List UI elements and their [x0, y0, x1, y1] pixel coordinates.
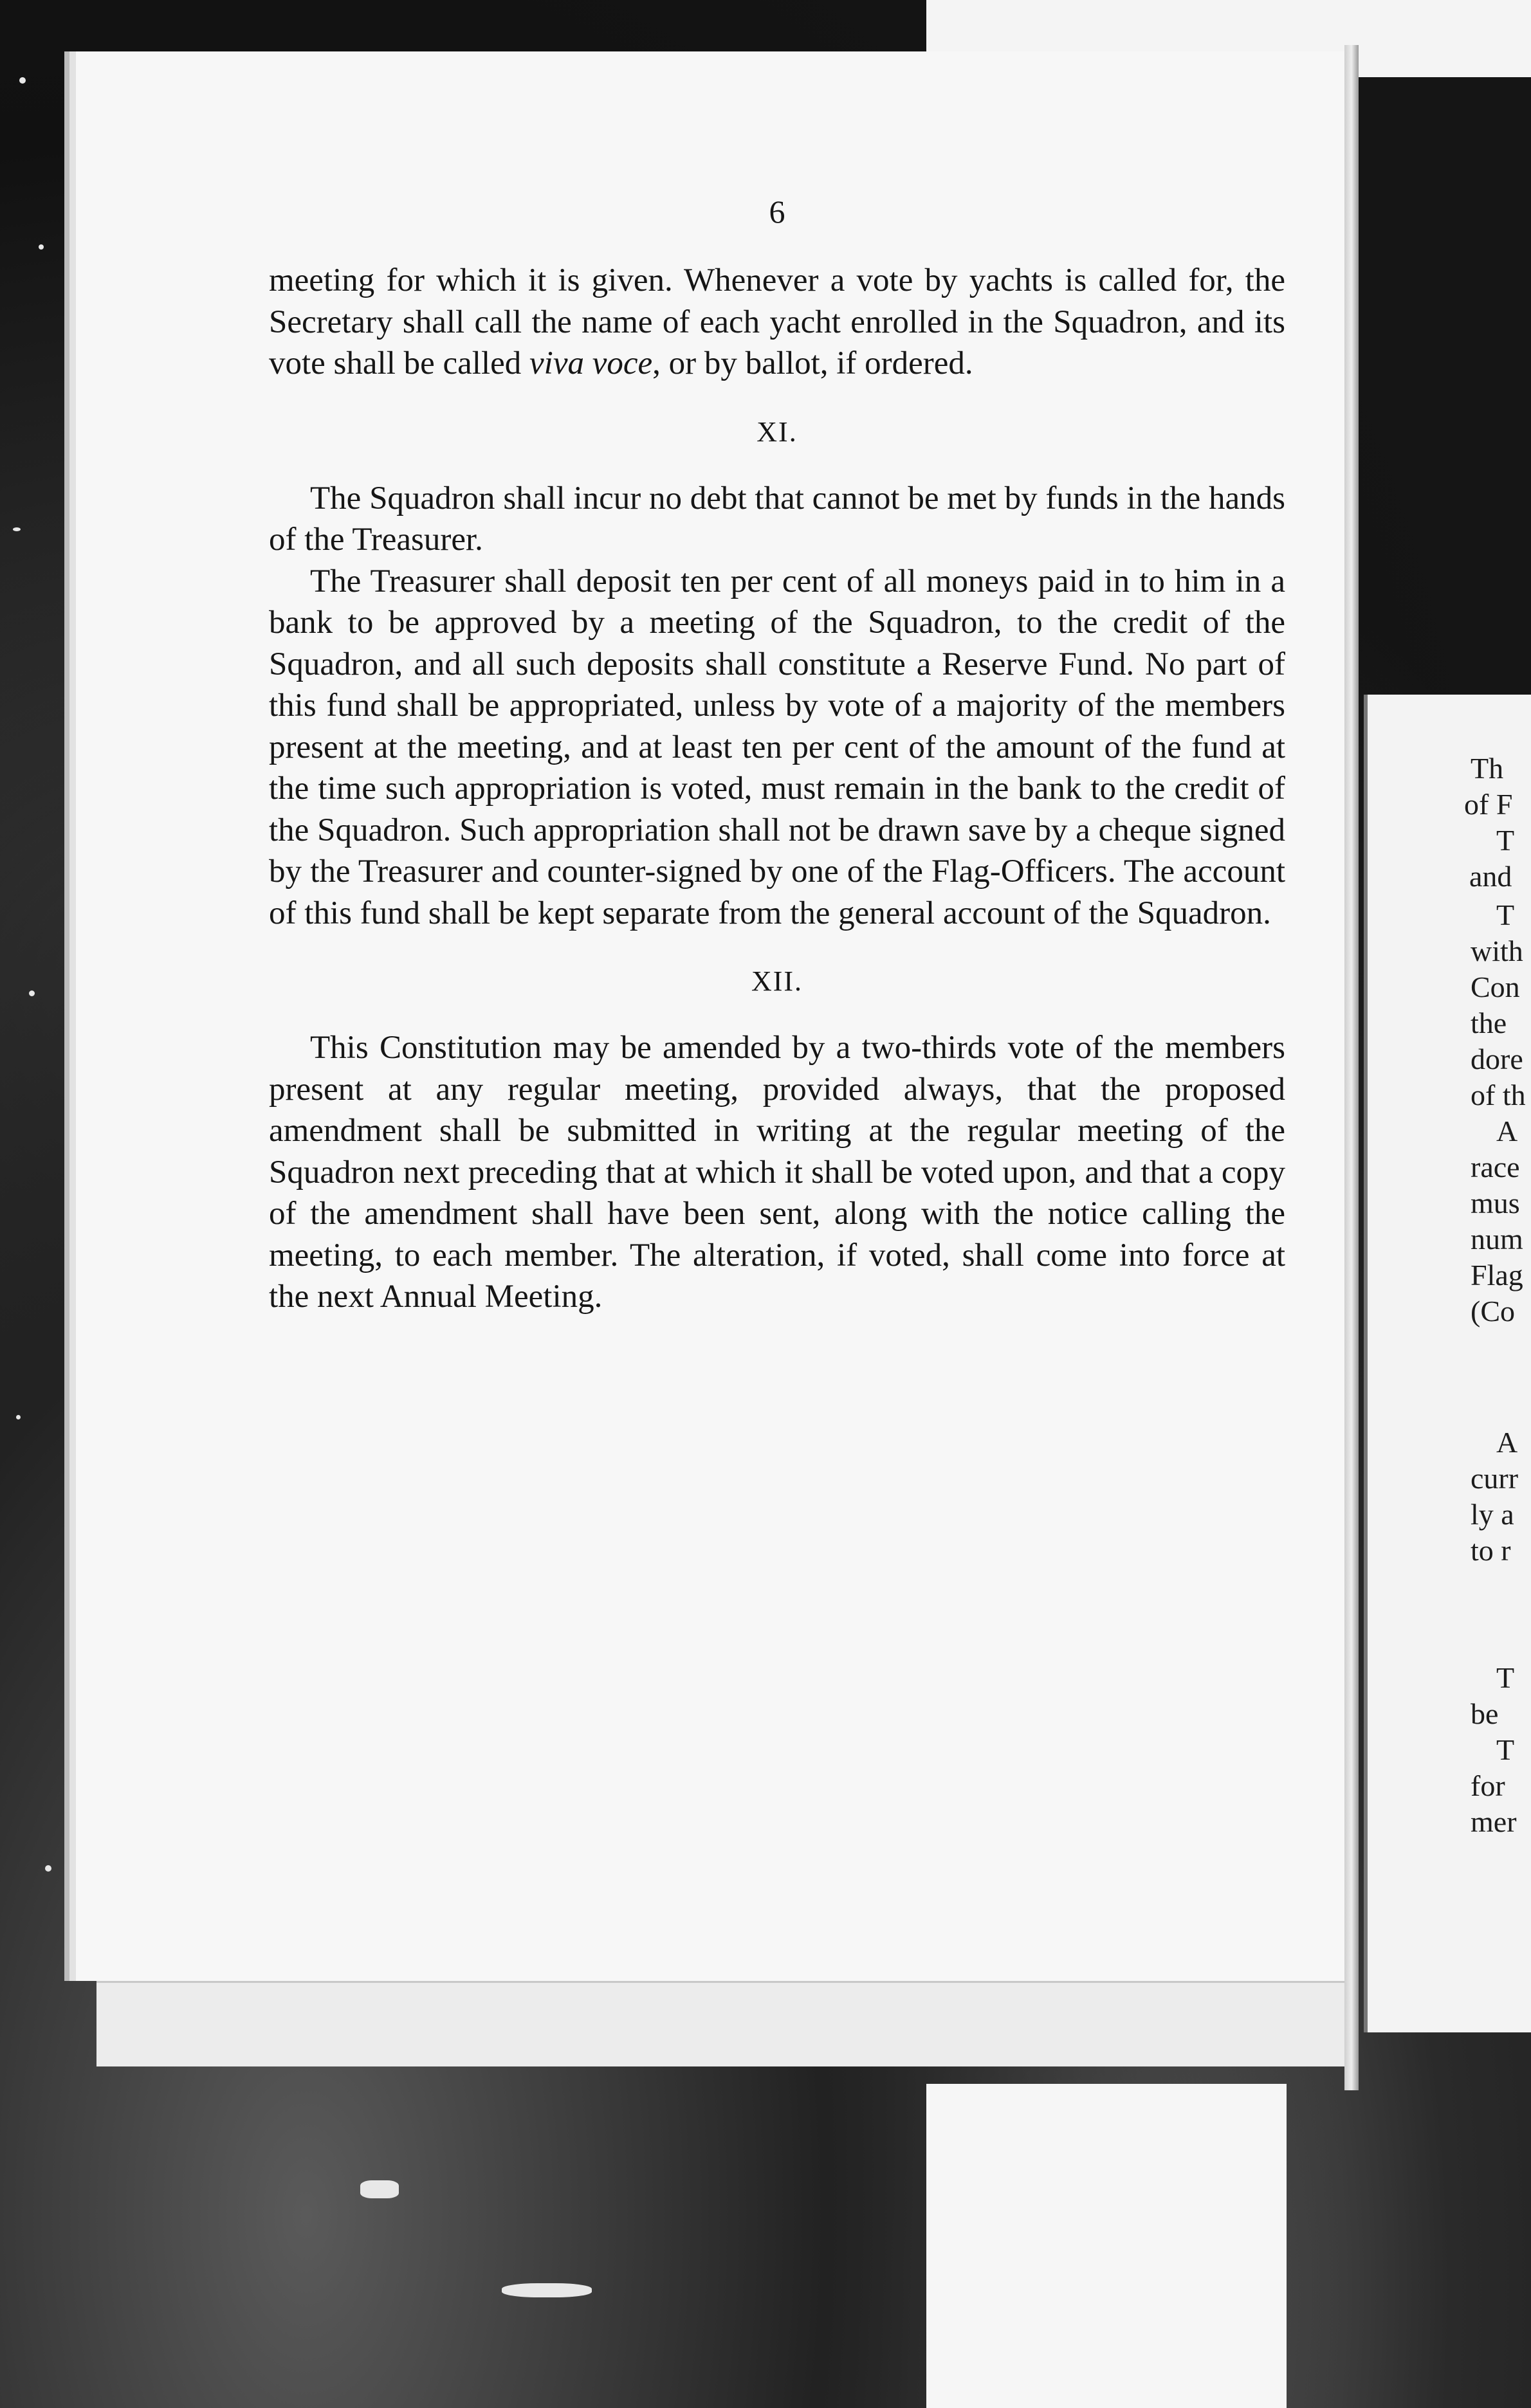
facing-page-fragment: A: [1496, 1426, 1518, 1459]
facing-page-fragment: (Co: [1471, 1295, 1515, 1327]
facing-page-fragment: dore: [1471, 1043, 1523, 1075]
facing-page-fragment: num: [1471, 1223, 1523, 1255]
facing-page-fragment: for: [1471, 1769, 1505, 1802]
section-heading-xi: XI.: [756, 415, 798, 448]
page-number: 6: [769, 194, 785, 230]
scan-speck: [502, 2283, 592, 2297]
facing-page-fragment: with: [1471, 935, 1523, 967]
background-page-bottom: [926, 2084, 1287, 2408]
scan-speck: [29, 990, 35, 996]
facing-page-fragment: of th: [1471, 1079, 1526, 1111]
facing-page-fragment: the: [1471, 1007, 1507, 1039]
facing-page-fragment: mer: [1471, 1805, 1517, 1838]
section-heading-xii: XII.: [751, 965, 803, 997]
scan-speck: [360, 2180, 399, 2198]
facing-page-fragment: to r: [1471, 1534, 1511, 1567]
facing-page-fragment: T: [1496, 898, 1515, 931]
facing-page-fragment: Flag: [1471, 1259, 1523, 1291]
section-xii-paragraph-amendment: This Constitution may be amended by a two-thirds vote of the members present at any regular meeting, provided always, that the proposed amendment shall be submitted in writing at the regular meeting of the Squadron next preceding that at which it shall be voted upon, and that a copy of the amendment shall have been sent, along with the notice calling the meeting, to each member. The alteration, if voted, shall come into force at the next Annual Meeting.: [269, 1030, 1285, 1315]
section-xi-paragraph-reserve-fund: The Treasurer shall deposit ten per cent of all moneys paid in to him in a bank to be approved by a meeting of the Squadron, to the credit of the Squadron, and all such deposits shall constitute a Reserve Fund. No part of this fund shall be appropriated, unless by vote of a majority of the members present at the meeting, and at least ten per cent of the amount of the fund at the time such appropriation is voted, must remain in the bank to the credit of the Squadron. Such appropriation shall not be drawn save by a cheque signed by the Treasurer and counter-signed by one of the Flag-Officers. The account of this fund shall be kept separate from the general account of the Squadron.: [269, 563, 1285, 931]
facing-page-fragment: T: [1496, 1661, 1515, 1694]
facing-page-fragment: and: [1469, 860, 1512, 893]
facing-page-fragment: mus: [1471, 1187, 1520, 1219]
facing-page-fragment: Con: [1471, 971, 1520, 1003]
facing-page-fragment: T: [1496, 1733, 1515, 1766]
facing-page-fragment: A: [1496, 1115, 1518, 1147]
page-content: [269, 193, 1285, 1318]
scan-speck: [45, 1865, 51, 1872]
scan-speck: [13, 527, 21, 531]
section-xi-paragraph-debt: The Squadron shall incur no debt that cannot be met by funds in the hands of the Treasurer.: [269, 480, 1285, 558]
opening-paragraph: [269, 260, 1285, 385]
italic-term: viva voce: [529, 345, 653, 381]
facing-page-fragment: curr: [1471, 1462, 1519, 1495]
facing-page-fragment: of F: [1464, 788, 1513, 821]
facing-page-fragment: T: [1496, 824, 1515, 857]
scan-speck: [19, 77, 26, 84]
opening-text-end: , or by ballot, if ordered.: [652, 345, 973, 381]
scan-speck: [39, 244, 44, 250]
page-bottom-edge: [96, 1981, 1357, 2066]
opening-text: meeting for which it is given. Whenever a vote by yachts is called for, the Secretary shall call the name of each yacht enrolled in the Squadron, and its vote shall be called: [269, 262, 1285, 381]
facing-page-fragment: be: [1471, 1697, 1499, 1730]
facing-page-fragment: ly a: [1471, 1498, 1514, 1531]
facing-page-fragment: race: [1471, 1151, 1520, 1183]
facing-page: [1364, 695, 1531, 2032]
page-fold-edge: [1344, 45, 1359, 2090]
scan-speck: [16, 1415, 21, 1419]
facing-page-fragment: Th: [1471, 752, 1504, 785]
